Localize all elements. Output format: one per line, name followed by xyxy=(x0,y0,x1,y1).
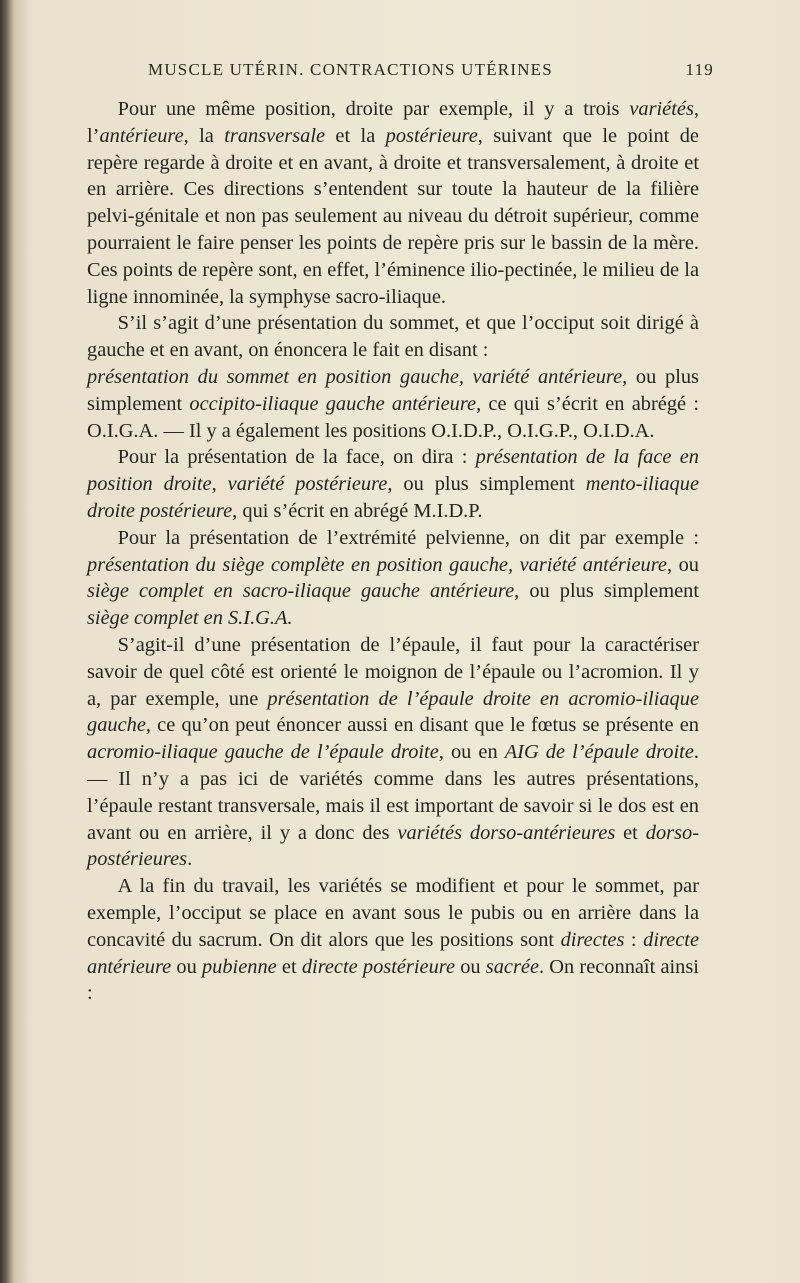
italic-run: siège complet en S.I.G.A. xyxy=(87,607,293,630)
italic-run: pubienne xyxy=(201,955,277,978)
text-run: . On reconnaît ainsi : xyxy=(87,955,699,1005)
text-run: , suivant que le point de repère regarde à droite et en avant, à droite et transversalement, à droite et en arrière. Ces directions s’entendent sur toute la hauteur de la filière pelvi-génitale et non pas seulement au niveau du détroit supérieur, comme pourraient le faire penser les points de repère pris sur le bassin de la mère. Ces points de repère sont, en effet, l’éminence ilio-pectinée, le milieu de la ligne innominée, la symphyse sacro-iliaque. xyxy=(87,124,699,308)
text-run: ou xyxy=(171,955,202,978)
text-run: , ou xyxy=(666,553,699,576)
italic-run: variétés xyxy=(629,98,694,120)
italic-run: antérieure xyxy=(99,124,184,147)
text-run: , qui s’écrit en abrégé M.I.D.P. xyxy=(232,499,483,522)
chapter-title: MUSCLE UTÉRIN. CONTRACTIONS UTÉRINES xyxy=(148,60,553,79)
text-run: Pour une même position, droite par exemple, il y a trois xyxy=(117,98,630,120)
italic-run: présentation de la face en position droite, variété postérieure xyxy=(87,446,699,496)
text-run: S’agit-il d’une présentation de l’épaule, il faut pour la caractériser savoir de quel côté est orienté le moignon de l’épaule ou l’acromion. Il y a, par exemple, une xyxy=(87,633,699,710)
paragraph xyxy=(87,525,699,632)
italic-run: directe postérieure xyxy=(301,955,455,978)
italic-run: présentation du sommet en position gauche, variété antérieure xyxy=(87,365,623,388)
italic-run: occipito-iliaque gauche antérieure xyxy=(189,392,477,415)
paragraph xyxy=(87,444,699,524)
text-run: , ou plus simplement xyxy=(387,473,586,496)
italic-run: présentation de l’épaule droite en acromio-iliaque gauche xyxy=(87,687,699,737)
italic-run: mento-iliaque droite postérieure xyxy=(87,473,699,522)
text-run: et la xyxy=(325,124,386,147)
italic-run: acromio-iliaque gauche de l’épaule droite xyxy=(87,741,439,764)
text-run: et xyxy=(276,955,302,978)
text-run: S’il s’agit d’une présentation du sommet, et que l’occiput soit dirigé à gauche et en avant, on énoncera le fait en disant : xyxy=(87,312,699,362)
italic-run: directe antérieure xyxy=(87,928,699,978)
paragraph xyxy=(87,873,699,1007)
paragraph xyxy=(87,632,699,873)
text-run: Pour la présentation de la face, on dira : xyxy=(117,446,476,469)
italic-run: AIG de l’épaule droite xyxy=(504,741,694,764)
paragraph xyxy=(87,364,699,444)
italic-run: variétés dorso-antérieures xyxy=(397,821,616,844)
text-run: , la xyxy=(183,124,225,147)
italic-run: directes xyxy=(560,928,625,951)
text-run: , l’ xyxy=(87,98,699,147)
text-run: ou xyxy=(455,955,486,978)
italic-run: postérieure xyxy=(385,124,478,147)
italic-run: présentation du siège complète en position gauche, variété antérieure xyxy=(87,553,667,576)
text-run: , ou plus simplement xyxy=(514,580,700,603)
text-run: . — Il n’y a pas ici de variétés comme dans les autres présentations, l’épaule restant transversale, mais il est important de savoir si le dos est en avant ou en arrière, il y a donc des xyxy=(87,741,699,844)
page-number: 119 xyxy=(685,60,714,79)
italic-run: siège complet en sacro-iliaque gauche antérieure xyxy=(87,580,515,603)
italic-run: dorso-postérieures xyxy=(87,821,699,871)
paragraph xyxy=(87,96,699,310)
text-run: , ce qu’on peut énoncer aussi en disant que le fœtus se présente en xyxy=(145,714,699,737)
text-run: A la fin du travail, les variétés se modifient et pour le sommet, par exemple, l’occiput se place en avant sous le pubis ou en arrière dans la concavité du sacrum. On dit alors que les positions sont xyxy=(87,875,699,951)
text-run: , ou en xyxy=(438,741,505,764)
body-text xyxy=(87,96,699,1007)
running-head xyxy=(148,60,714,80)
italic-run: transversale xyxy=(224,124,326,147)
paragraph xyxy=(87,310,699,364)
italic-run: sacrée xyxy=(485,955,539,978)
text-run: . xyxy=(187,848,193,871)
text-run: et xyxy=(615,821,646,844)
text-run: , ou plus simplement xyxy=(87,365,699,415)
text-run: : xyxy=(624,928,644,951)
text-run: , ce qui s’écrit en abrégé : O.I.G.A. — Il y a également les positions O.I.D.P., O.I.G.P., O.I.D.A. xyxy=(87,392,699,442)
text-run: Pour la présentation de l’extrémité pelvienne, on dit par exemple : xyxy=(117,526,699,549)
